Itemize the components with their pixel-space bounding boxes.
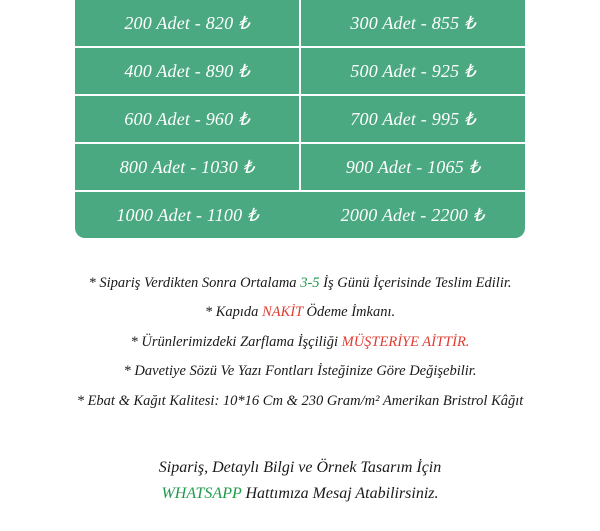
price-row (75, 0, 525, 48)
whatsapp-label[interactable]: WHATSAPP (161, 484, 242, 502)
price-table (75, 0, 525, 238)
price-cell: 200 Adet - 820 ₺ (75, 0, 301, 46)
note-text: * Davetiye Sözü Ve Yazı Fontları İsteğinize Göre Değişebilir. (123, 363, 477, 380)
price-cell: 1000 Adet - 1100 ₺ (116, 204, 259, 225)
footer-line-1: Sipariş, Detaylı Bilgi ve Örnek Tasarım İçin (158, 459, 442, 476)
note-line (0, 301, 600, 323)
footer-section (0, 455, 600, 506)
footer-line-2 (0, 481, 600, 507)
note-line (0, 360, 600, 382)
note-highlight-green: 3-5 (300, 275, 320, 291)
price-row (75, 192, 525, 238)
price-cell: 800 Adet - 1030 ₺ (75, 144, 301, 190)
note-line (0, 272, 600, 294)
price-cell: 2000 Adet - 2200 ₺ (340, 204, 485, 225)
price-row (75, 96, 525, 144)
note-line (0, 390, 600, 412)
note-text: İş Günü İçerisinde Teslim Edilir. (319, 275, 512, 291)
price-cell: 300 Adet - 855 ₺ (350, 12, 476, 33)
price-row (75, 48, 525, 96)
price-cell: 700 Adet - 995 ₺ (350, 108, 476, 129)
price-cell: 900 Adet - 1065 ₺ (345, 156, 481, 177)
price-cell: 600 Adet - 960 ₺ (75, 96, 301, 142)
note-text: Ödeme İmkanı. (302, 304, 396, 321)
price-cell: 400 Adet - 890 ₺ (75, 48, 301, 94)
note-text: * Ebat & Kağıt Kalitesi: 10*16 Cm & 230 Gram/m² Amerikan Bristrol Kâğıt (76, 392, 524, 409)
notes-section (0, 272, 600, 419)
footer-line-2-suffix: Hattımıza Mesaj Atabilirsiniz. (241, 484, 439, 502)
price-cell: 500 Adet - 925 ₺ (350, 60, 476, 81)
note-text: * Sipariş Verdikten Sonra Ortalama (88, 275, 301, 291)
note-highlight-red: NAKİT (262, 304, 303, 321)
note-highlight-red: MÜŞTERİYE AİTTİR. (341, 333, 470, 350)
note-text: * Ürünlerimizdeki Zarflama İşçiliği (130, 333, 342, 350)
note-line (0, 331, 600, 353)
price-row (75, 144, 525, 192)
note-text: * Kapıda (204, 304, 263, 321)
